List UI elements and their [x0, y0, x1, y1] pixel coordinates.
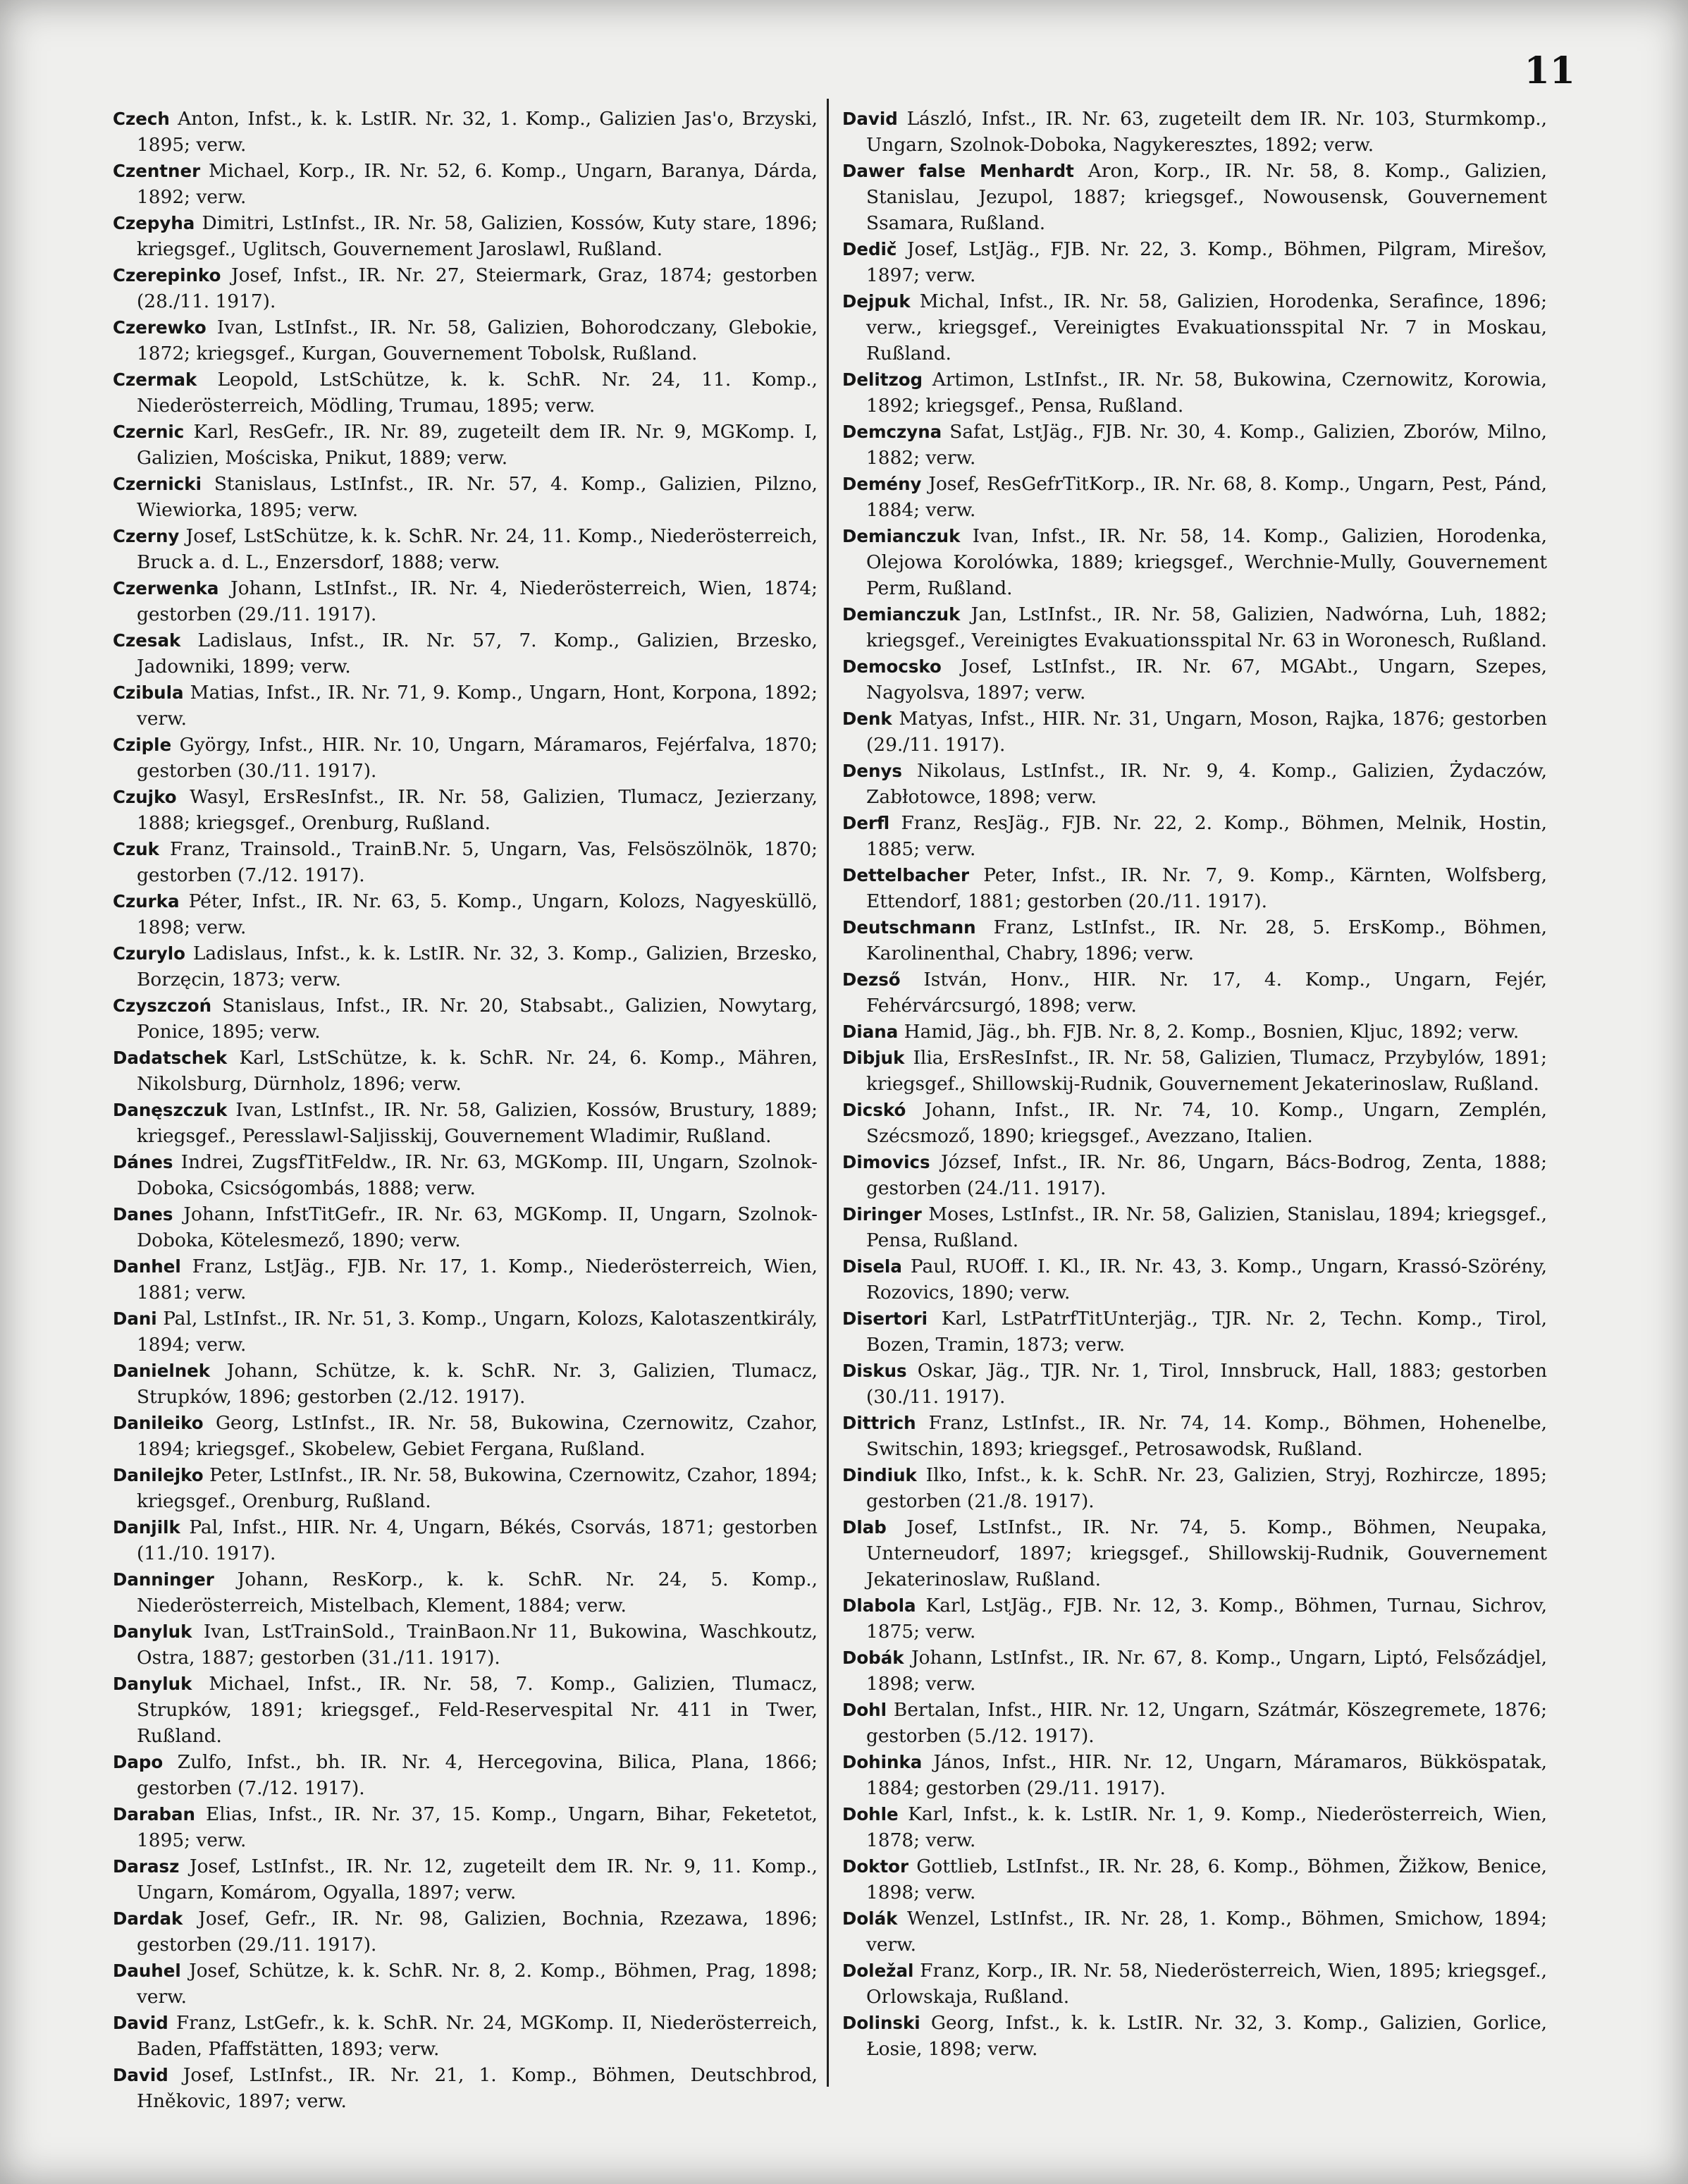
register-entry	[842, 1593, 1547, 1645]
entry-surname: Czepyha	[113, 213, 195, 233]
entry-details: Karl, LstJäg., FJB. Nr. 12, 3. Komp., Böhmen, Turnau, Sichrov, 1875; verw.	[866, 1595, 1547, 1643]
register-entry	[113, 523, 818, 575]
entry-surname: Danielnek	[113, 1361, 211, 1381]
entry-details: Josef, LstInfst., IR. Nr. 12, zugeteilt dem IR. Nr. 9, 11. Komp., Ungarn, Komárom, Ogyalla, 1897; verw.	[137, 1855, 818, 1903]
entry-surname: Demczyna	[842, 422, 942, 442]
register-entry	[113, 1906, 818, 1958]
register-entry	[113, 784, 818, 836]
entry-details: Anton, Infst., k. k. LstIR. Nr. 32, 1. Komp., Galizien Jas'o, Brzyski, 1895; verw.	[137, 108, 818, 156]
entry-details: Ivan, Infst., IR. Nr. 58, 14. Komp., Galizien, Horodenka, Olejowa Korolówka, 1889; kriegsgef., Werchnie-Mully, Gouvernement Perm, Rußland.	[866, 525, 1547, 599]
entry-surname: Danilejko	[113, 1465, 204, 1485]
register-entry	[113, 1958, 818, 2010]
right-column	[842, 106, 1547, 2062]
register-entry	[113, 1253, 818, 1306]
entry-surname: Dittrich	[842, 1413, 916, 1433]
entry-surname: Dawer false Menhardt	[842, 161, 1074, 181]
entry-surname: Dauhel	[113, 1961, 181, 1981]
entry-details: Matyas, Infst., HIR. Nr. 31, Ungarn, Moson, Rajka, 1876; gestorben (29./11. 1917).	[866, 708, 1548, 756]
entry-surname: Dicskó	[842, 1100, 906, 1120]
entry-surname: Czesak	[113, 630, 181, 651]
entry-surname: Danninger	[113, 1569, 214, 1590]
register-entry	[113, 836, 818, 888]
register-entry	[842, 654, 1547, 706]
entry-details: Ivan, LstInfst., IR. Nr. 58, Galizien, Kossów, Brustury, 1889; kriegsgef., Peresslawl-Saljisskij, Gouvernement Wladimir, Rußland.	[137, 1099, 818, 1147]
entry-details: Karl, LstPatrfTitUnterjäg., TJR. Nr. 2, Techn. Komp., Tirol, Bozen, Tramin, 1873; verw.	[866, 1308, 1548, 1356]
entry-details: Johann, Infst., IR. Nr. 74, 10. Komp., Ungarn, Zemplén, Szécsmoző, 1890; kriegsgef., Avezzano, Italien.	[866, 1099, 1548, 1147]
entry-surname: Danyluk	[113, 1674, 192, 1694]
entry-details: Elias, Infst., IR. Nr. 37, 15. Komp., Ungarn, Bihar, Feketetot, 1895; verw.	[137, 1803, 818, 1851]
register-entry	[113, 1201, 818, 1253]
register-entry	[842, 523, 1547, 601]
register-entry	[842, 419, 1547, 471]
register-entry	[842, 1853, 1547, 1906]
entry-surname: Cziple	[113, 735, 172, 755]
entry-surname: Czurylo	[113, 943, 185, 964]
entry-surname: Denk	[842, 708, 892, 729]
register-entry	[842, 1514, 1547, 1593]
entry-surname: Doktor	[842, 1856, 909, 1877]
register-entry	[842, 1306, 1547, 1358]
entry-details: Johann, ResKorp., k. k. SchR. Nr. 24, 5. Komp., Niederösterreich, Mistelbach, Klement, 1884; verw.	[137, 1569, 818, 1616]
register-entry	[113, 1358, 818, 1410]
register-entry	[113, 262, 818, 314]
entry-details: Michael, Korp., IR. Nr. 52, 6. Komp., Ungarn, Baranya, Dárda, 1892; verw.	[137, 160, 818, 208]
entry-surname: Dohinka	[842, 1752, 923, 1772]
register-entry	[842, 810, 1547, 862]
entry-surname: Czerepinko	[113, 265, 221, 286]
entry-surname: Dimovics	[842, 1152, 930, 1172]
register-entry	[113, 888, 818, 940]
register-entry	[842, 601, 1547, 654]
entry-details: Zulfo, Infst., bh. IR. Nr. 4, Hercegovina, Bilica, Plana, 1866; gestorben (7./12. 1917).	[137, 1751, 818, 1799]
register-entry	[842, 706, 1547, 758]
register-entry	[842, 1906, 1547, 1958]
entry-details: Matias, Infst., IR. Nr. 71, 9. Komp., Ungarn, Hont, Korpona, 1892; verw.	[137, 682, 818, 730]
entry-surname: Dardak	[113, 1908, 183, 1929]
entry-surname: Czernicki	[113, 474, 202, 494]
register-entry	[113, 158, 818, 210]
register-entry	[842, 1358, 1547, 1410]
entry-details: Franz, LstGefr., k. k. SchR. Nr. 24, MGKomp. II, Niederösterreich, Baden, Pfaffstätten, 1893; verw.	[137, 2012, 818, 2060]
entry-surname: Demény	[842, 474, 922, 494]
entry-surname: Diana	[842, 1022, 899, 1042]
entry-surname: Czermak	[113, 369, 197, 390]
entry-surname: Czerewko	[113, 317, 207, 338]
register-entry	[113, 1619, 818, 1671]
entry-surname: Disertori	[842, 1308, 928, 1329]
entry-surname: Dedič	[842, 239, 897, 259]
entry-surname: Dohle	[842, 1804, 899, 1824]
entry-surname: Disela	[842, 1256, 902, 1277]
entry-details: János, Infst., HIR. Nr. 12, Ungarn, Máramaros, Bükköspatak, 1884; gestorben (29./11. 1917).	[866, 1751, 1548, 1799]
register-entry	[842, 2010, 1547, 2062]
entry-surname: Dindiuk	[842, 1465, 917, 1485]
register-entry	[113, 627, 818, 680]
register-entry	[842, 914, 1547, 967]
register-entry	[842, 1645, 1547, 1697]
register-entry	[113, 575, 818, 627]
entry-details: József, Infst., IR. Nr. 86, Ungarn, Bács-Bodrog, Zenta, 1888; gestorben (24./11. 1917).	[866, 1151, 1547, 1199]
entry-details: Artimon, LstInfst., IR. Nr. 58, Bukowina, Czernowitz, Korowia, 1892; kriegsgef., Pensa, Rußland.	[866, 369, 1548, 417]
register-entry	[842, 1697, 1547, 1749]
register-entry	[113, 2062, 818, 2114]
entry-surname: Danyluk	[113, 1621, 192, 1642]
register-entry	[113, 314, 818, 367]
entry-surname: Dobák	[842, 1648, 904, 1668]
entry-details: Josef, Infst., IR. Nr. 27, Steiermark, Graz, 1874; gestorben (28./11. 1917).	[137, 264, 818, 312]
register-entry	[842, 1410, 1547, 1462]
entry-details: Jan, LstInfst., IR. Nr. 58, Galizien, Nadwórna, Luh, 1882; kriegsgef., Vereinigtes Evakuationsspital Nr. 63 in Woronesch, Rußland.	[866, 603, 1547, 651]
register-entry	[842, 367, 1547, 419]
entry-details: Ladislaus, Infst., k. k. LstIR. Nr. 32, 3. Komp., Galizien, Brzesko, Borzęcin, 1873; verw.	[137, 943, 818, 990]
entry-surname: Czyszczoń	[113, 995, 212, 1016]
register-entry	[842, 288, 1547, 367]
entry-details: Wasyl, ErsResInfst., IR. Nr. 58, Galizien, Tlumacz, Jezierzany, 1888; kriegsgef., Orenburg, Rußland.	[137, 786, 818, 834]
register-entry	[113, 1097, 818, 1149]
entry-details: Wenzel, LstInfst., IR. Nr. 28, 1. Komp., Böhmen, Smichow, 1894; verw.	[866, 1908, 1548, 1956]
entry-details: Josef, Schütze, k. k. SchR. Nr. 8, 2. Komp., Böhmen, Prag, 1898; verw.	[137, 1960, 818, 2008]
page-number: 11	[1524, 49, 1575, 92]
register-entry	[113, 419, 818, 471]
register-entry	[113, 367, 818, 419]
register-entry	[842, 471, 1547, 523]
entry-surname: Doležal	[842, 1961, 914, 1981]
entry-details: Josef, LstInfst., IR. Nr. 67, MGAbt., Ungarn, Szepes, Nagyolsva, 1897; verw.	[866, 656, 1548, 704]
entry-surname: Czech	[113, 109, 170, 129]
entry-details: Ivan, LstTrainSold., TrainBaon.Nr 11, Bukowina, Waschkoutz, Ostra, 1887; gestorben (31./11. 1917).	[137, 1621, 818, 1669]
entry-details: Stanislaus, LstInfst., IR. Nr. 57, 4. Komp., Galizien, Pilzno, Wiewiorka, 1895; verw.	[137, 473, 818, 521]
entry-surname: Czujko	[113, 787, 177, 807]
entry-details: Aron, Korp., IR. Nr. 58, 8. Komp., Galizien, Stanislau, Jezupol, 1887; kriegsgef., Nowousensk, Gouvernement Ssamara, Rußland.	[866, 160, 1548, 234]
entry-details: László, Infst., IR. Nr. 63, zugeteilt dem IR. Nr. 103, Sturmkomp., Ungarn, Szolnok-Doboka, Nagykeresztes, 1892; verw.	[866, 108, 1547, 156]
entry-surname: Czuk	[113, 839, 159, 859]
entry-surname: Dlabola	[842, 1595, 916, 1616]
entry-details: Josef, LstSchütze, k. k. SchR. Nr. 24, 11. Komp., Niederösterreich, Bruck a. d. L., Enzersdorf, 1888; verw.	[137, 525, 818, 573]
entry-surname: Danileiko	[113, 1413, 204, 1433]
register-entry	[842, 236, 1547, 288]
left-column	[113, 106, 818, 2114]
register-entry	[113, 1801, 818, 1853]
register-entry	[842, 1801, 1547, 1853]
entry-details: Pal, LstInfst., IR. Nr. 51, 3. Komp., Ungarn, Kolozs, Kalotaszentkirály, 1894; verw.	[137, 1308, 818, 1356]
register-entry	[842, 1045, 1547, 1097]
entry-surname: Diringer	[842, 1204, 922, 1225]
entry-details: Michael, Infst., IR. Nr. 58, 7. Komp., Galizien, Tlumacz, Strupków, 1891; kriegsgef., Feld-Reservespital Nr. 411 in Twer, Rußland.	[137, 1673, 818, 1747]
entry-surname: Dapo	[113, 1752, 164, 1772]
entry-details: Josef, LstInfst., IR. Nr. 21, 1. Komp., Böhmen, Deutschbrod, Hněkovic, 1897; verw.	[137, 2064, 818, 2112]
entry-details: Nikolaus, LstInfst., IR. Nr. 9, 4. Komp., Galizien, Żydaczów, Zabłotowce, 1898; verw.	[866, 760, 1547, 808]
column-divider	[827, 99, 829, 2087]
entry-details: Josef, LstInfst., IR. Nr. 74, 5. Komp., Böhmen, Neupaka, Unterneudorf, 1897; kriegsgef., Shillowskij-Rudnik, Gouvernement Jekaterinoslaw, Rußland.	[866, 1516, 1547, 1590]
entry-surname: Dezső	[842, 969, 901, 990]
entry-surname: Danjilk	[113, 1517, 180, 1538]
register-entry	[113, 471, 818, 523]
register-entry	[113, 940, 818, 993]
register-entry	[842, 967, 1547, 1019]
entry-surname: Dadatschek	[113, 1048, 228, 1068]
entry-details: Franz, ResJäg., FJB. Nr. 22, 2. Komp., Böhmen, Melnik, Hostin, 1885; verw.	[866, 812, 1547, 860]
register-entry	[113, 1749, 818, 1801]
register-entry	[113, 1045, 818, 1097]
entry-surname: Demianczuk	[842, 604, 961, 625]
register-entry	[113, 1566, 818, 1619]
entry-surname: Dibjuk	[842, 1048, 905, 1068]
entry-details: Karl, LstSchütze, k. k. SchR. Nr. 24, 6. Komp., Mähren, Nikolsburg, Dürnholz, 1896; verw.	[137, 1047, 818, 1095]
entry-surname: Czernic	[113, 422, 185, 442]
entry-surname: Dejpuk	[842, 291, 911, 312]
register-entry	[113, 993, 818, 1045]
entry-surname: Czurka	[113, 891, 180, 912]
entry-details: Pal, Infst., HIR. Nr. 4, Ungarn, Békés, Csorvás, 1871; gestorben (11./10. 1917).	[137, 1516, 818, 1564]
entry-surname: David	[113, 2013, 168, 2033]
register-entry	[842, 1149, 1547, 1201]
register-entry	[113, 1149, 818, 1201]
register-entry	[113, 106, 818, 158]
entry-surname: Dettelbacher	[842, 865, 970, 885]
register-entry	[113, 680, 818, 732]
register-entry	[842, 1201, 1547, 1253]
entry-surname: David	[842, 109, 898, 129]
entry-details: Karl, Infst., k. k. LstIR. Nr. 1, 9. Komp., Niederösterreich, Wien, 1878; verw.	[866, 1803, 1548, 1851]
entry-details: Johann, Schütze, k. k. SchR. Nr. 3, Galizien, Tlumacz, Strupków, 1896; gestorben (2./12. 1917).	[137, 1360, 818, 1408]
entry-details: Johann, LstInfst., IR. Nr. 4, Niederösterreich, Wien, 1874; gestorben (29./11. 1917).	[137, 577, 818, 625]
entry-details: Leopold, LstSchütze, k. k. SchR. Nr. 24, 11. Komp., Niederösterreich, Mödling, Trumau, 1895; verw.	[137, 369, 818, 417]
register-entry	[842, 1097, 1547, 1149]
entry-details: Michal, Infst., IR. Nr. 58, Galizien, Horodenka, Serafince, 1896; verw., kriegsgef., Vereinigtes Evakuationsspital Nr. 7 in Moskau, Rußland.	[866, 290, 1548, 364]
entry-details: Paul, RUOff. I. Kl., IR. Nr. 43, 3. Komp., Ungarn, Krassó-Szörény, Rozovics, 1890; verw.	[866, 1256, 1547, 1303]
entry-details: Johann, InfstTitGefr., IR. Nr. 63, MGKomp. II, Ungarn, Szolnok-Doboka, Kötelesmező, 1890; verw.	[137, 1203, 818, 1251]
entry-details: Moses, LstInfst., IR. Nr. 58, Galizien, Stanislau, 1894; kriegsgef., Pensa, Rußland.	[866, 1203, 1548, 1251]
entry-surname: Derfl	[842, 813, 890, 833]
register-entry	[113, 1306, 818, 1358]
entry-details: Peter, LstInfst., IR. Nr. 58, Bukowina, Czernowitz, Czahor, 1894; kriegsgef., Orenburg, Rußland.	[137, 1464, 818, 1512]
entry-details: Ilko, Infst., k. k. SchR. Nr. 23, Galizien, Stryj, Rozhircze, 1895; gestorben (21./8. 1917).	[866, 1464, 1547, 1512]
register-entry	[842, 758, 1547, 810]
entry-surname: Czerny	[113, 526, 180, 546]
register-entry	[113, 1410, 818, 1462]
entry-surname: Czibula	[113, 682, 184, 703]
entry-details: Josef, LstJäg., FJB. Nr. 22, 3. Komp., Böhmen, Pilgram, Mirešov, 1897; verw.	[866, 238, 1548, 286]
register-entry	[842, 158, 1547, 236]
register-entry	[113, 1671, 818, 1749]
entry-surname: Delitzog	[842, 369, 923, 390]
entry-details: Franz, LstInfst., IR. Nr. 74, 14. Komp., Böhmen, Hohenelbe, Switschin, 1893; kriegsgef., Petrosawodsk, Rußland.	[866, 1412, 1547, 1460]
entry-details: Indrei, ZugsfTitFeldw., IR. Nr. 63, MGKomp. III, Ungarn, Szolnok-Doboka, Csicsógombás, 1888; verw.	[137, 1151, 818, 1199]
entry-details: Gottlieb, LstInfst., IR. Nr. 28, 6. Komp., Böhmen, Žižkow, Benice, 1898; verw.	[866, 1855, 1548, 1903]
entry-details: Josef, ResGefrTitKorp., IR. Nr. 68, 8. Komp., Ungarn, Pest, Pánd, 1884; verw.	[866, 473, 1547, 521]
entry-details: György, Infst., HIR. Nr. 10, Ungarn, Máramaros, Fejérfalva, 1870; gestorben (30./11. 1917).	[137, 734, 818, 782]
entry-surname: Demianczuk	[842, 526, 961, 546]
entry-surname: Diskus	[842, 1361, 907, 1381]
entry-details: Ladislaus, Infst., IR. Nr. 57, 7. Komp., Galizien, Brzesko, Jadowniki, 1899; verw.	[137, 630, 818, 677]
entry-details: Dimitri, LstInfst., IR. Nr. 58, Galizien, Kossów, Kuty stare, 1896; kriegsgef., Uglitsch, Gouvernement Jaroslawl, Rußland.	[137, 212, 818, 260]
entry-surname: Czerwenka	[113, 578, 219, 599]
entry-details: Hamid, Jäg., bh. FJB. Nr. 8, 2. Komp., Bosnien, Kljuc, 1892; verw.	[904, 1021, 1520, 1043]
entry-surname: Denys	[842, 761, 902, 781]
register-entry	[113, 732, 818, 784]
entry-details: Johann, LstInfst., IR. Nr. 67, 8. Komp., Ungarn, Liptó, Felsőzádjel, 1898; verw.	[866, 1647, 1548, 1695]
entry-details: Safat, LstJäg., FJB. Nr. 30, 4. Komp., Galizien, Zborów, Milno, 1882; verw.	[866, 421, 1548, 469]
register-entry	[842, 1019, 1547, 1045]
entry-details: Franz, LstInfst., IR. Nr. 28, 5. ErsKomp., Böhmen, Karolinenthal, Chabry, 1896; verw.	[866, 916, 1548, 964]
register-entry	[842, 106, 1547, 158]
register-entry	[113, 1853, 818, 1906]
entry-surname: Dánes	[113, 1152, 173, 1172]
entry-surname: Dolák	[842, 1908, 898, 1929]
entry-surname: Dohl	[842, 1700, 887, 1720]
entry-details: István, Honv., HIR. Nr. 17, 4. Komp., Ungarn, Fejér, Fehérvárcsurgó, 1898; verw.	[866, 969, 1547, 1017]
entry-surname: Danhel	[113, 1256, 181, 1277]
entry-surname: Deutschmann	[842, 917, 976, 938]
entry-details: Georg, Infst., k. k. LstIR. Nr. 32, 3. Komp., Galizien, Gorlice, Łosie, 1898; verw.	[866, 2012, 1548, 2060]
entry-details: Bertalan, Infst., HIR. Nr. 12, Ungarn, Szátmár, Köszegremete, 1876; gestorben (5./12. 1917).	[866, 1699, 1548, 1747]
entry-details: Ilia, ErsResInfst., IR. Nr. 58, Galizien, Tlumacz, Przybylów, 1891; kriegsgef., Shillowskij-Rudnik, Gouvernement Jekaterinoslaw, Rußland.	[866, 1047, 1548, 1095]
register-entry	[842, 1253, 1547, 1306]
entry-details: Peter, Infst., IR. Nr. 7, 9. Komp., Kärnten, Wolfsberg, Ettendorf, 1881; gestorben (20./11. 1917).	[866, 864, 1548, 912]
entry-details: Karl, ResGefr., IR. Nr. 89, zugeteilt dem IR. Nr. 9, MGKomp. I, Galizien, Mościska, Pnikut, 1889; verw.	[137, 421, 818, 469]
register-entry	[842, 862, 1547, 914]
entry-details: Stanislaus, Infst., IR. Nr. 20, Stabsabt., Galizien, Nowytarg, Ponice, 1895; verw.	[137, 995, 818, 1043]
entry-surname: Dolinski	[842, 2013, 920, 2033]
entry-details: Georg, LstInfst., IR. Nr. 58, Bukowina, Czernowitz, Czahor, 1894; kriegsgef., Skobelew, Gebiet Fergana, Rußland.	[137, 1412, 818, 1460]
entry-surname: Danes	[113, 1204, 173, 1225]
entry-details: Franz, Trainsold., TrainB.Nr. 5, Ungarn, Vas, Felsöszölnök, 1870; gestorben (7./12. 1917).	[137, 838, 818, 886]
register-entry	[113, 1462, 818, 1514]
entry-details: Ivan, LstInfst., IR. Nr. 58, Galizien, Bohorodczany, Glebokie, 1872; kriegsgef., Kurgan, Gouvernement Tobolsk, Rußland.	[137, 317, 818, 364]
entry-surname: David	[113, 2065, 168, 2085]
register-entry	[113, 2010, 818, 2062]
entry-details: Oskar, Jäg., TJR. Nr. 1, Tirol, Innsbruck, Hall, 1883; gestorben (30./11. 1917).	[866, 1360, 1548, 1408]
entry-surname: Darasz	[113, 1856, 180, 1877]
register-entry	[842, 1749, 1547, 1801]
register-entry	[113, 1514, 818, 1566]
entry-surname: Democsko	[842, 656, 942, 677]
entry-surname: Dani	[113, 1308, 157, 1329]
entry-surname: Daraban	[113, 1804, 195, 1824]
entry-details: Franz, Korp., IR. Nr. 58, Niederösterreich, Wien, 1895; kriegsgef., Orlowskaja, Rußland.	[866, 1960, 1547, 2008]
entry-surname: Dlab	[842, 1517, 887, 1538]
entry-details: Franz, LstJäg., FJB. Nr. 17, 1. Komp., Niederösterreich, Wien, 1881; verw.	[137, 1256, 818, 1303]
register-entry	[842, 1462, 1547, 1514]
register-entry	[113, 210, 818, 262]
entry-surname: Czentner	[113, 161, 201, 181]
register-entry	[842, 1958, 1547, 2010]
entry-details: Josef, Gefr., IR. Nr. 98, Galizien, Bochnia, Rzezawa, 1896; gestorben (29./11. 1917).	[137, 1908, 818, 1956]
entry-surname: Danęszczuk	[113, 1100, 228, 1120]
entry-details: Péter, Infst., IR. Nr. 63, 5. Komp., Ungarn, Kolozs, Nagyesküllö, 1898; verw.	[137, 890, 818, 938]
